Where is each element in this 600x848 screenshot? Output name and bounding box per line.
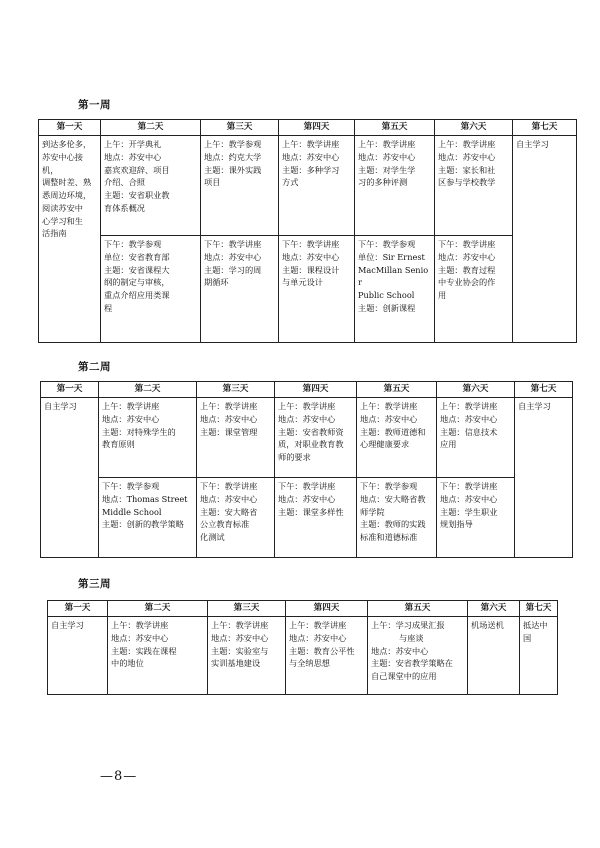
header-day1: 第一天 [39,120,101,136]
cell-text: 上午：教学讲座 [438,139,496,150]
cell-text: 下午：教学参观 [104,239,162,250]
cell-text: 悉周边环境， [42,190,92,201]
table-header-row [41,382,573,398]
cell-text: 主题：课程设计 [282,264,340,275]
week3-day3-cell [208,617,286,695]
cell-text: 质，对职业教育教 [278,439,344,450]
cell-text: 与全纳思想 [289,658,330,669]
cell-text: 上午：教学讲座 [278,401,336,412]
week2-day1-cell [41,398,99,558]
cell-text: 地点：苏安中心 [278,414,336,425]
week1-day3-am [201,136,279,236]
cell-text: 下午：教学讲座 [438,239,496,250]
cell-text: 嘉宾欢迎辞、项目 [104,164,170,175]
cell-text: 主题：教师道德和 [360,426,426,437]
cell-text: 地点：苏安中心 [200,414,258,425]
cell-text: 到达多伦多， [42,139,92,150]
cell-text: 下午：教学参观 [102,481,160,492]
cell-text: 下午：教学参观 [358,239,416,250]
cell-text: 主题：实践在课程 [111,645,177,656]
cell-text: 应用 [440,439,457,450]
week3-day1-cell [48,617,108,695]
week2-day6-am [437,398,515,478]
table-row [41,398,573,478]
cell-text: 主题：教育过程 [438,264,496,275]
cell-text: 地点：苏安中心 [371,645,429,656]
cell-text: 上午：教学讲座 [282,139,340,150]
table-row [39,236,577,343]
cell-text: 化测试 [200,532,225,543]
header-day7: 第七天 [520,601,558,617]
cell-text: 单位：Sir Ernest [358,252,425,263]
cell-text: 地点：苏安中心 [360,414,418,425]
header-day1: 第一天 [41,382,99,398]
cell-text: 地点：苏安中心 [438,252,496,263]
cell-text: 与单元设计 [282,277,323,288]
cell-text: 抵达中国 [523,620,548,644]
week2-day3-pm [197,478,275,558]
cell-text: 阅读苏安中 [42,202,83,213]
header-day4: 第四天 [286,601,368,617]
cell-text: 苏安中心接 [42,152,83,163]
cell-text: 主题：对特殊学生的 [102,426,176,437]
cell-text: 介绍、合照 [104,177,145,188]
cell-text: 上午：开学典礼 [104,139,162,150]
cell-text: 地点：苏安中心 [440,414,498,425]
cell-text: 主题：课外实践 [204,164,262,175]
cell-text: 机场送机 [471,620,504,631]
cell-text: 主题：教育公平性 [289,645,355,656]
week3-day2-cell [108,617,208,695]
cell-text: 上午：教学参观 [204,139,262,150]
cell-text: 中专业协会的作 [438,277,496,288]
week1-day6-pm [435,236,513,343]
header-day7: 第七天 [515,382,573,398]
cell-text: 地点：苏安中心 [111,633,169,644]
cell-text: 地点：苏安中心 [104,152,162,163]
week1-title: 第一周 [78,99,111,111]
table-row [41,478,573,558]
header-day3: 第三天 [201,120,279,136]
table-row [48,617,558,695]
cell-text: 上午：教学讲座 [111,620,169,631]
cell-text: 上午：教学讲座 [358,139,416,150]
cell-text: 地点：苏安中心 [282,252,340,263]
week1-day2-pm [101,236,201,343]
cell-text: 自主学习 [518,401,551,412]
week3-title: 第三周 [78,578,111,590]
cell-text: 地点：苏安中心 [211,633,269,644]
cell-text: 标准和道德标准 [360,532,418,543]
header-day5: 第五天 [355,120,435,136]
cell-text: 自主学习 [44,401,77,412]
cell-text: 主题：学习的周 [204,264,262,275]
cell-text: 与座谈 [399,633,424,644]
cell-text: 用 [438,290,447,301]
cell-text: 主题：安省课程大 [104,264,170,275]
cell-text: 主题：学生职业 [440,506,498,517]
cell-text: 方式 [282,177,299,188]
header-day3: 第三天 [208,601,286,617]
cell-text: 活指南 [42,228,67,239]
cell-text: 上午：学习成果汇报 [371,620,445,631]
cell-text: 地点：苏安中心 [358,152,416,163]
cell-text: 主题：创新课程 [358,302,416,313]
cell-text: 主题：安省职业教 [104,190,170,201]
cell-text: 调整时差、熟 [42,177,92,188]
week2-day5-am [357,398,437,478]
cell-text: 教育原则 [102,439,135,450]
cell-text: 地点：苏安中心 [102,414,160,425]
header-day2: 第二天 [108,601,208,617]
header-day2: 第二天 [101,120,201,136]
cell-text: 上午：教学讲座 [440,401,498,412]
week2-title: 第二周 [78,361,111,373]
week2-day4-am [275,398,357,478]
cell-text: 程 [104,302,113,313]
header-day7: 第七天 [513,120,577,136]
cell-text: 机， [42,164,59,175]
cell-text: 中的地位 [111,658,144,669]
cell-text: 下午：教学讲座 [204,239,262,250]
cell-text: 主题：实验室与 [211,645,269,656]
cell-text: 主题：家长和社 [438,164,496,175]
cell-text: 习的多种评测 [358,177,408,188]
cell-text: 上午：教学讲座 [102,401,160,412]
cell-text: 上午：教学讲座 [211,620,269,631]
cell-text: MacMillan Senior [358,264,429,288]
table-row [39,136,577,236]
week2-schedule-table [40,381,573,558]
cell-text: 上午：教学讲座 [289,620,347,631]
header-day1: 第一天 [48,601,108,617]
table-header-row [39,120,577,136]
cell-text: 心学习和生 [42,215,83,226]
week1-day5-pm [355,236,435,343]
week1-day7-cell [513,136,577,343]
cell-text: 主题：课堂多样性 [278,506,344,517]
header-day2: 第二天 [99,382,197,398]
week1-day4-am [279,136,355,236]
week1-day5-am [355,136,435,236]
cell-text: 主题：安大略省 [200,506,258,517]
header-day4: 第四天 [275,382,357,398]
cell-text: 地点：苏安中心 [204,252,262,263]
cell-text: 重点介绍应用类课 [104,290,170,301]
cell-text: 主题：安省教师资 [278,426,344,437]
cell-text: 实训基地建设 [211,658,261,669]
cell-text: 规划指导 [440,519,473,530]
cell-text: 纲的制定与审核， [104,277,170,288]
page-number: —8— [100,769,138,784]
cell-text: 师的要求 [278,452,311,463]
cell-text: 区参与学校教学 [438,177,496,188]
cell-text: 下午：教学讲座 [440,481,498,492]
header-day6: 第六天 [435,120,513,136]
cell-text: 自主学习 [516,139,549,150]
cell-text: 主题：多种学习 [282,164,340,175]
cell-text: 公立教育标准 [200,519,250,530]
header-day6: 第六天 [437,382,515,398]
cell-text: 育体系概况 [104,202,145,213]
week2-day2-pm [99,478,197,558]
cell-text: 自主学习 [51,620,84,631]
week2-day4-pm [275,478,357,558]
cell-text: 地点：Thomas Street [102,494,188,505]
cell-text: 地点：苏安中心 [289,633,347,644]
week3-day5-cell [368,617,468,695]
header-day3: 第三天 [197,382,275,398]
cell-text: 自己课堂中的应用 [371,671,437,682]
cell-text: 师学院 [360,506,385,517]
week2-day5-pm [357,478,437,558]
cell-text: 地点：苏安中心 [282,152,340,163]
cell-text: 主题：信息技术 [440,426,498,437]
cell-text: 地点：苏安中心 [440,494,498,505]
week2-day6-pm [437,478,515,558]
cell-text: 主题：安省教学策略在 [371,658,453,669]
cell-text: 期循环 [204,277,229,288]
cell-text: 下午：教学讲座 [278,481,336,492]
week3-day7-cell [520,617,558,695]
week2-day2-am [99,398,197,478]
cell-text: 地点：苏安中心 [278,494,336,505]
week1-day4-pm [279,236,355,343]
cell-text: 主题：创新的教学策略 [102,519,184,530]
cell-text: 心理健康要求 [360,439,410,450]
cell-text: 地点：苏安中心 [438,152,496,163]
week2-day7-cell [515,398,573,558]
header-day6: 第六天 [468,601,520,617]
cell-text: 下午：教学讲座 [200,481,258,492]
cell-text: 主题：课堂管理 [200,426,258,437]
cell-text: 项目 [204,177,221,188]
cell-text: 上午：教学讲座 [360,401,418,412]
cell-text: 地点：约克大学 [204,152,262,163]
cell-text: 主题：教师的实践 [360,519,426,530]
cell-text: Public School [358,290,415,301]
cell-text: 主题：对学生学 [358,164,416,175]
header-day4: 第四天 [279,120,355,136]
week3-day4-cell [286,617,368,695]
cell-text: 地点：苏安中心 [200,494,258,505]
week1-day3-pm [201,236,279,343]
week3-day6-cell [468,617,520,695]
week3-schedule-table [47,600,558,695]
table-header-row [48,601,558,617]
cell-text: Middle School [102,506,162,517]
cell-text: 上午：教学讲座 [200,401,258,412]
cell-text: 下午：教学讲座 [282,239,340,250]
cell-text: 下午：教学参观 [360,481,418,492]
cell-text: 地点：安大略省教 [360,494,426,505]
week1-schedule-table [38,119,577,343]
week1-day1-cell [39,136,101,343]
week1-day2-am [101,136,201,236]
cell-text: 单位：安省教育部 [104,252,170,263]
week1-day6-am [435,136,513,236]
header-day5: 第五天 [357,382,437,398]
header-day5: 第五天 [368,601,468,617]
week2-day3-am [197,398,275,478]
